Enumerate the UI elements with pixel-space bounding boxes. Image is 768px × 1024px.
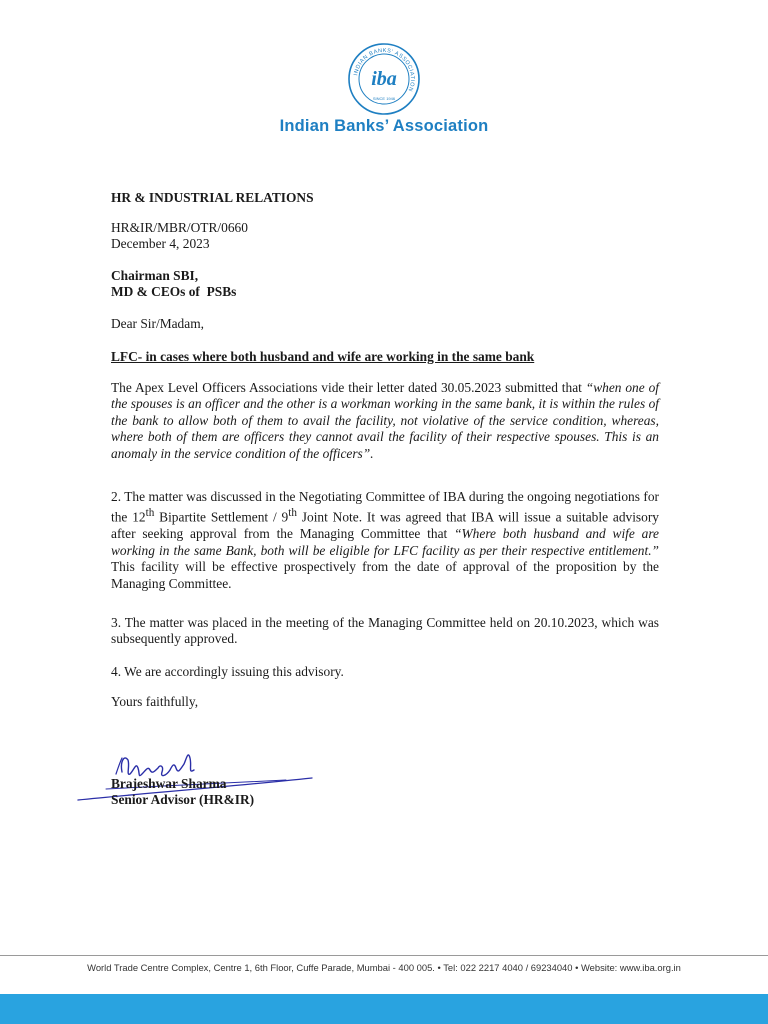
logo-since: SINCE 1946 [372, 96, 396, 101]
paragraph-text: Bipartite Settlement / 9 [154, 509, 289, 525]
subject-line: LFC- in cases where both husband and wife are working in the same bank [111, 349, 535, 364]
quoted-text: “Where both husband and wife are working in the same Bank, both will be eligible for LFC facility as per their respective entitlement.” [111, 526, 659, 558]
iba-logo [347, 42, 421, 116]
paragraph-4: 4. We are accordingly issuing this advisory. [111, 664, 344, 679]
footer-band [0, 994, 768, 1024]
quoted-text: “when one of the spouses is an officer and the other is a workman working in the same bank, it is within the rules of the bank to allow both of them to avail the facility, not violative of the service condition, whereas, where both of them are officers they cannot avail the facility of their respective spouses. This is an anomaly in the service condition of the officers”. [111, 380, 659, 461]
paragraph-text: Joint Note. It was agreed that IBA will issue a suitable advisory after seeking approval from the Managing Committee that [111, 509, 659, 542]
department-heading: HR & INDUSTRIAL RELATIONS [111, 190, 314, 205]
paragraph-text: 2. The matter was discussed in the Negotiating Committee of IBA during the ongoing negotiations for the 12 [111, 489, 659, 525]
paragraph-3: 3. The matter was placed in the meeting of the Managing Committee held on 20.10.2023, which was subsequently approved. [111, 615, 659, 647]
paragraph-2 [111, 489, 666, 592]
closing-line: Yours faithfully, [111, 694, 199, 709]
addressee-block [111, 268, 236, 300]
organization-name: Indian Banks’ Association [279, 117, 489, 135]
paragraph-1 [111, 380, 659, 462]
footer-address: World Trade Centre Complex, Centre 1, 6th Floor, Cuffe Parade, Mumbai - 400 005. • Tel: 022 2217 4040 / 69234040 • Website: www.iba.org.in [87, 962, 681, 973]
superscript: th [145, 507, 155, 520]
paragraph-text: The Apex Level Officers Associations vide their letter dated 30.05.2023 submitted that [111, 380, 586, 395]
logo-monogram: iba [371, 68, 397, 90]
letter-date: December 4, 2023 [111, 236, 210, 251]
paragraph-text: This facility will be effective prospectively from the date of approval of the proposition by the Managing Committee. [111, 542, 666, 591]
addressee-line: MD & CEOs of PSBs [111, 284, 237, 299]
signatory-title: Senior Advisor (HR&IR) [111, 792, 255, 807]
reference-number: HR&IR/MBR/OTR/0660 [111, 220, 248, 235]
signatory-block [111, 776, 254, 808]
salutation: Dear Sir/Madam, [111, 316, 204, 331]
reference-block [111, 220, 248, 252]
addressee-line: Chairman SBI, [111, 268, 199, 283]
superscript: th [288, 507, 297, 520]
logo-ring-text: INDIAN BANKS' ASSOCIATION [353, 47, 416, 93]
signatory-name: Brajeshwar Sharma [111, 776, 227, 791]
footer-divider [0, 955, 768, 956]
